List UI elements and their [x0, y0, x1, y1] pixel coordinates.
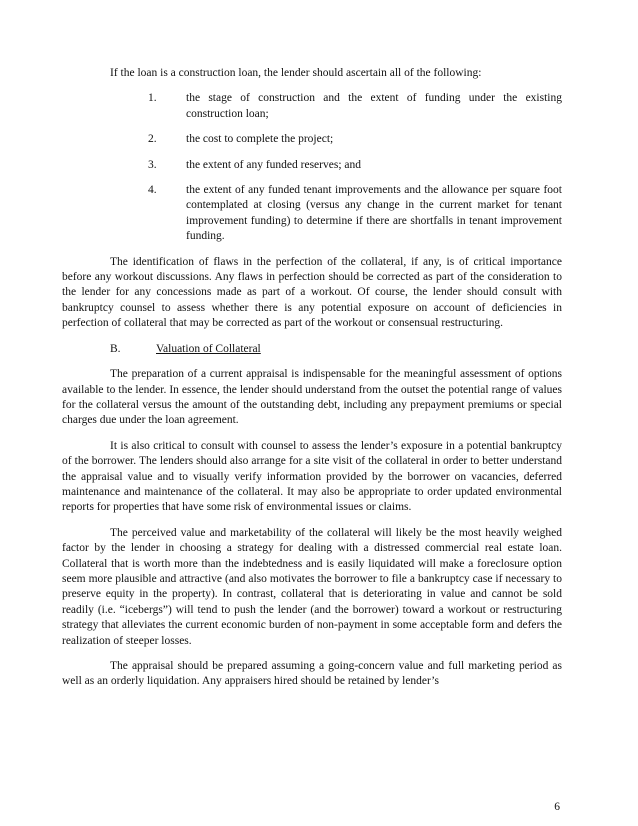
marketability-paragraph: The perceived value and marketability of the collateral will likely be the most heavily weighed factor by the lender in choosing a strategy for dealing with a distressed commercial real estate loan. Collateral that is worth more than the indebtedness and is easily liquidated will make a foreclosure option seem more plausible and attractive (and also motivates the borrower to file a bankruptcy case if necessary to preserve equity in the property). In contrast, collateral that is deteriorating in value and cannot be sold readily (i.e. “icebergs”) will tend to push the lender (and the borrower) toward a workout or restructuring strategy that alleviates the current economic burden of non-payment in some acceptable form and defers the realization of steeper losses. [62, 526, 562, 647]
list-item-text: the extent of any funded tenant improvements and the allowance per square foot contemplated at closing (versus any change in the current market for tenant improvement funding) to determine if there are shortfalls in tenant improvement funding. [186, 184, 562, 243]
list-item-number: 3. [148, 158, 157, 171]
perfection-paragraph: The identification of flaws in the perfection of the collateral, if any, is of critical importance before any workout discussions. Any flaws in perfection should be corrected as part of the consideration to the lender for any concessions made as part of a workout. Of course, the lender should consult with bankruptcy counsel to assess whether there is any potential exposure on account of deficiencies in perfection of collateral that may be corrected as part of the workout or consensual restructuring. [62, 255, 562, 330]
appraisal-paragraph: The preparation of a current appraisal is indispensable for the meaningful assessment of options available to the lender. In essence, the lender should understand from the outset the potential range of values for the collateral versus the amount of the outstanding debt, including any prepayment premiums or special charges due under the loan agreement. [62, 368, 562, 427]
construction-loan-list [62, 91, 562, 244]
list-item [62, 132, 562, 147]
counsel-paragraph: It is also critical to consult with counsel to assess the lender’s exposure in a potential bankruptcy of the borrower. The lenders should also arrange for a site visit of the collateral in order to better understand the appraisal value and to visually verify information provided by the borrower on vacancies, deferred maintenance and maintenance of the collateral. It may also be appropriate to order updated environmental reports for properties that have some risk of environmental issues or claims. [62, 439, 562, 514]
section-letter: B. [110, 342, 121, 355]
intro-paragraph: If the loan is a construction loan, the lender should ascertain all of the following: [110, 67, 482, 79]
section-heading [110, 342, 562, 357]
list-item-text: the extent of any funded reserves; and [186, 158, 361, 171]
list-item [62, 158, 562, 173]
page-body [62, 66, 562, 700]
list-item-number: 4. [148, 184, 157, 197]
section-title: Valuation of Collateral [156, 342, 261, 355]
list-item-text: the cost to complete the project; [186, 133, 334, 146]
list-item [62, 183, 562, 245]
list-item-text: the stage of construction and the extent of funding under the existing construction loan; [186, 92, 562, 120]
going-concern-paragraph: The appraisal should be prepared assuming a going-concern value and full marketing period as well as an orderly liquidation. Any appraisers hired should be retained by lender’s [62, 660, 562, 688]
list-item-number: 1. [148, 92, 157, 105]
list-item-number: 2. [148, 133, 157, 146]
list-item [62, 91, 562, 122]
page-number: 6 [554, 801, 560, 813]
